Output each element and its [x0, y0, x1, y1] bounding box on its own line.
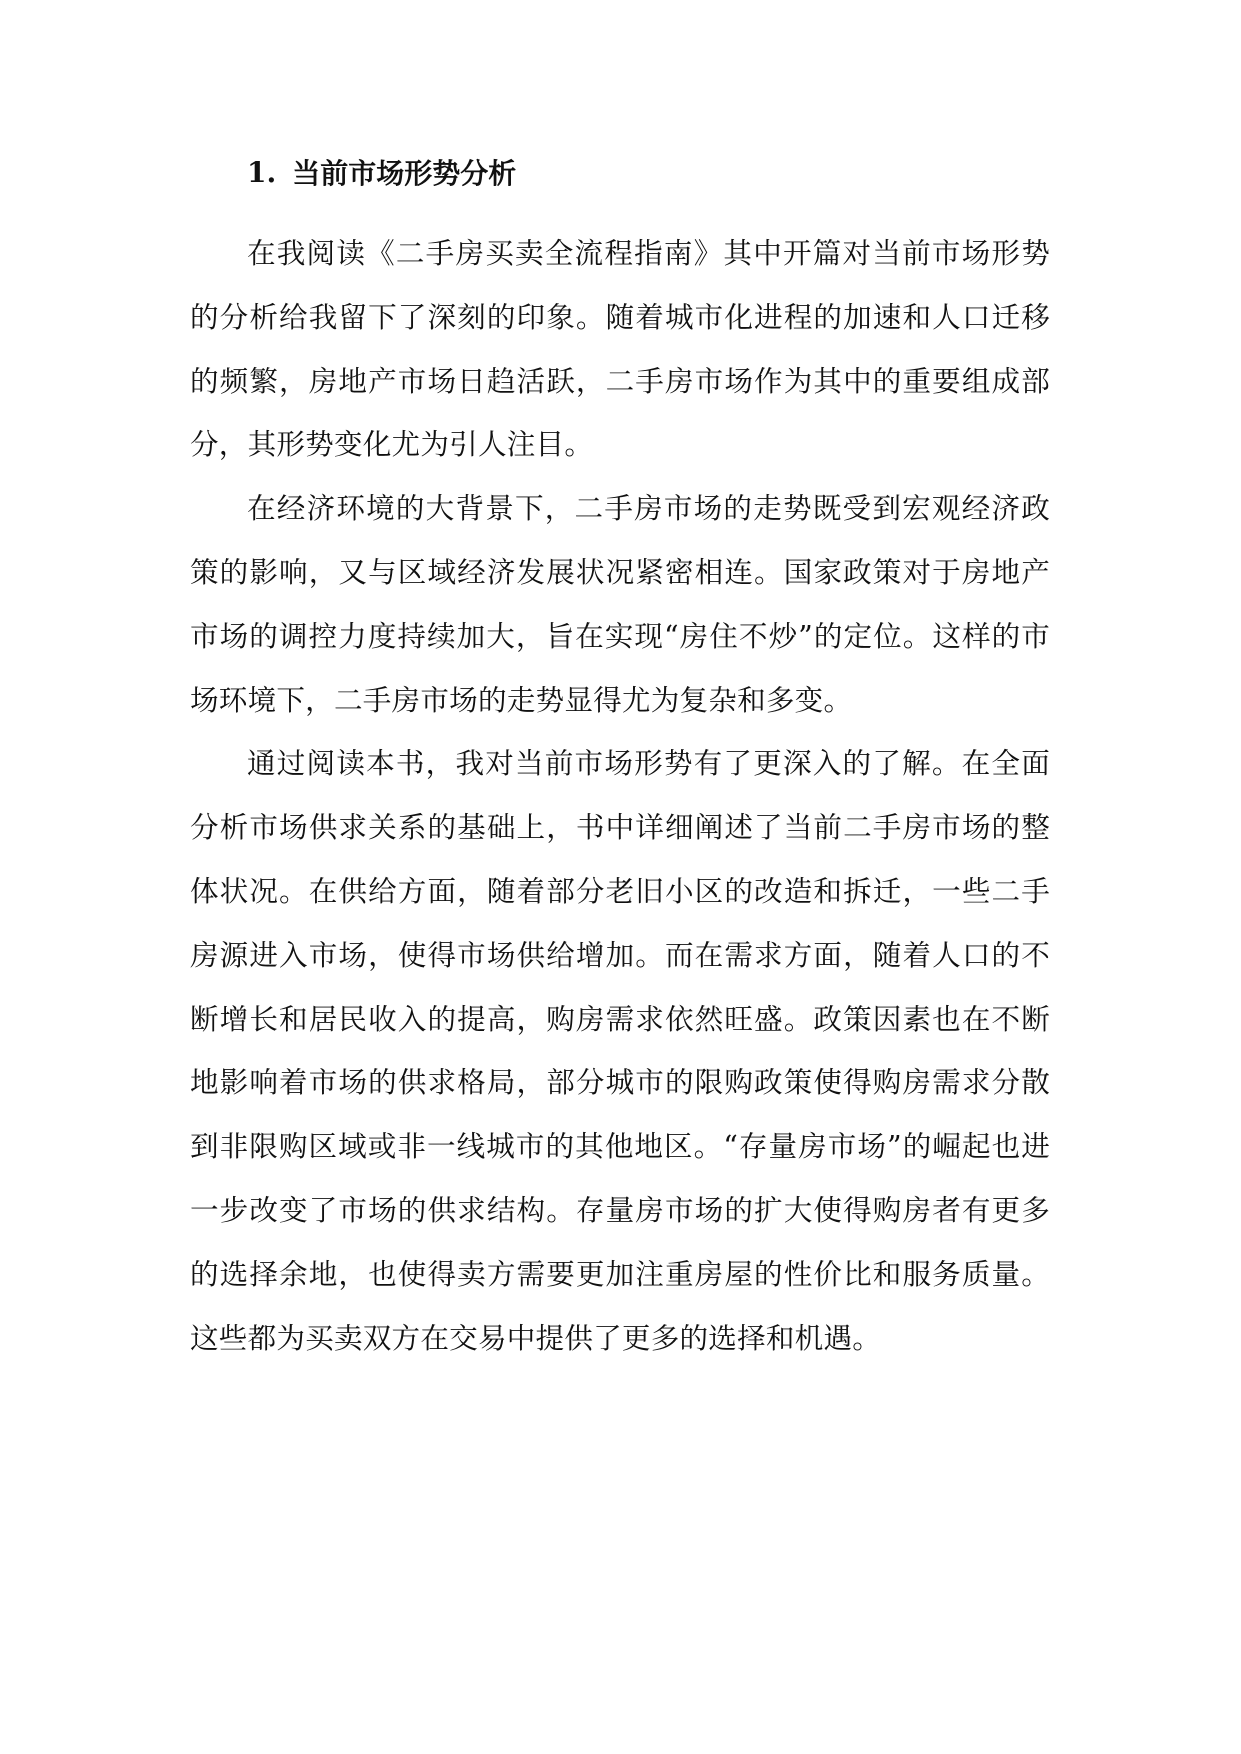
paragraph-3: 通过阅读本书，我对当前市场形势有了更深入的了解。在全面分析市场供求关系的基础上，书中详细阐述了当前二手房市场的整体状况。在供给方面，随着部分老旧小区的改造和拆迁，一些二手房源进入市场，使得市场供给增加。而在需求方面，随着人口的不断增长和居民收入的提高，购房需求依然旺盛。政策因素也在不断地影响着市场的供求格局，部分城市的限购政策使得购房需求分散到非限购区域或非一线城市的其他地区。“存量房市场”的崛起也进一步改变了市场的供求结构。存量房市场的扩大使得购房者有更多的选择余地，也使得卖方需要更加注重房屋的性价比和服务质量。这些都为买卖双方在交易中提供了更多的选择和机遇。 [190, 746, 1050, 1355]
paragraph-1: 在我阅读《二手房买卖全流程指南》其中开篇对当前市场形势的分析给我留下了深刻的印象。随着城市化进程的加速和人口迁移的频繁，房地产市场日趋活跃，二手房市场作为其中的重要组成部分，其形势变化尤为引人注目。 [190, 236, 1050, 462]
section-title: 当前市场形势分析 [292, 157, 517, 190]
document-body [190, 150, 1050, 1370]
paragraph-2: 在经济环境的大背景下，二手房市场的走势既受到宏观经济政策的影响，又与区域经济发展状况紧密相连。国家政策对于房地产市场的调控力度持续加大，旨在实现“房住不炒”的定位。这样的市场环境下，二手房市场的走势显得尤为复杂和多变。 [190, 491, 1050, 717]
section-heading [247, 150, 1050, 194]
section-number: 1. [247, 155, 277, 189]
